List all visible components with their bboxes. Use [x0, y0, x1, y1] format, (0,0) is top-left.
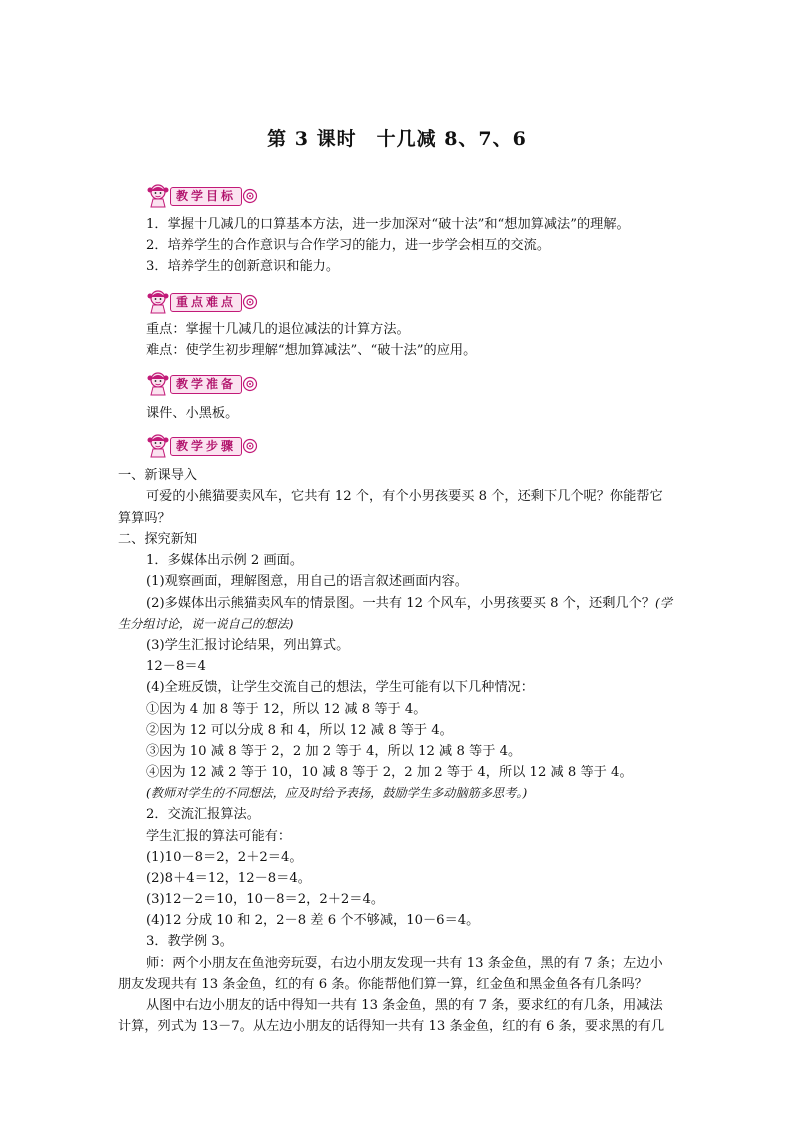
banner-label: 教学准备 [170, 375, 242, 394]
objective-item: 2．培养学生的合作意识与合作学习的能力，进一步学会相互的交流。 [146, 238, 551, 253]
equation: 12－8＝4 [146, 659, 206, 674]
paragraph-line: 计算，列式为 13－7。从左边小朋友的话得知一共有 13 条金鱼，红的有 6 条，要求黑的有几 [118, 1019, 665, 1034]
step-item: 3．教学例 3。 [146, 934, 233, 949]
banner-steps [146, 432, 262, 458]
key-point-item: 难点：使学生初步理解“想加算减法”、“破十法”的应用。 [146, 343, 477, 358]
target-icon [242, 188, 258, 204]
girl-mascot-icon [146, 182, 170, 208]
section-heading: 二、探究新知 [118, 532, 198, 547]
section-heading: 一、新课导入 [118, 468, 198, 483]
step-item: (4)全班反馈，让学生交流自己的想法，学生可能有以下几种情况： [146, 680, 534, 695]
target-icon [242, 294, 258, 310]
case-item: ④因为 12 减 2 等于 10，10 减 8 等于 2，2 加 2 等于 4，所以 12 减 8 等于 4。 [146, 765, 633, 780]
method-item: (3)12－2＝10，10－8＝2，2＋2＝4。 [146, 892, 385, 907]
step-item: 学生汇报的算法可能有： [146, 829, 292, 844]
method-item: (2)8＋4＝12，12－8＝4。 [146, 871, 311, 886]
step-item-note: (学 [655, 596, 672, 610]
preparation-text: 课件、小黑板。 [146, 406, 239, 421]
step-item: 2．交流汇报算法。 [146, 807, 260, 822]
target-icon [242, 438, 258, 454]
case-item: ③因为 10 减 8 等于 2，2 加 2 等于 4，所以 12 减 8 等于 4。 [146, 744, 522, 759]
step-item [146, 593, 672, 614]
step-item: 1．多媒体出示例 2 画面。 [146, 553, 304, 568]
banner-label: 教学目标 [170, 187, 242, 206]
girl-mascot-icon [146, 370, 170, 396]
banner-label: 重点难点 [170, 293, 242, 312]
teacher-note: (教师对学生的不同想法，应及时给予表扬，鼓励学生多动脑筋多思考。) [146, 786, 528, 800]
lesson-title: 第 3 课时 十几减 8、7、6 [267, 128, 527, 150]
girl-mascot-icon [146, 288, 170, 314]
paragraph-line: 朋友发现共有 13 条金鱼，红的有 6 条。你能帮他们算一算，红金鱼和黑金鱼各有几条吗？ [118, 977, 648, 992]
banner-key-points [146, 288, 262, 314]
paragraph-line: 可爱的小熊猫要卖风车，它共有 12 个，有个小男孩要买 8 个，还剩下几个呢？你能帮它 [146, 489, 663, 504]
paragraph-line: 从图中右边小朋友的话中得知一共有 13 条金鱼，黑的有 7 条，要求红的有几条，用减法 [146, 998, 663, 1013]
girl-mascot-icon [146, 432, 170, 458]
key-point-item: 重点：掌握十几减几的退位减法的计算方法。 [146, 322, 410, 337]
banner-objectives [146, 182, 262, 208]
method-item: (4)12 分成 10 和 2，2－8 差 6 个不够减，10－6＝4。 [146, 913, 480, 928]
case-item: ①因为 4 加 8 等于 12，所以 12 减 8 等于 4。 [146, 702, 427, 717]
banner-label: 教学步骤 [170, 437, 242, 456]
objective-item: 1．掌握十几减几的口算基本方法，进一步加深对“破十法”和“想加算减法”的理解。 [146, 217, 630, 232]
step-item-text: (2)多媒体出示熊猫卖风车的情景图。一共有 12 个风车，小男孩要买 8 个，还剩几个？ [146, 596, 655, 611]
paragraph-line: 算算吗？ [118, 511, 171, 526]
target-icon [242, 376, 258, 392]
banner-preparation [146, 370, 262, 396]
method-item: (1)10－8＝2，2＋2＝4。 [146, 850, 303, 865]
step-item-note: 生分组讨论，说一说自己的想法) [118, 617, 294, 631]
objective-item: 3．培养学生的创新意识和能力。 [146, 259, 340, 274]
paragraph-line: 师：两个小朋友在鱼池旁玩耍，右边小朋友发现一共有 13 条金鱼，黑的有 7 条；左边小 [146, 956, 663, 971]
case-item: ②因为 12 可以分成 8 和 4，所以 12 减 8 等于 4。 [146, 723, 453, 738]
step-item: (1)观察画面，理解图意，用自己的语言叙述画面内容。 [146, 574, 468, 589]
step-item: (3)学生汇报讨论结果，列出算式。 [146, 638, 350, 653]
